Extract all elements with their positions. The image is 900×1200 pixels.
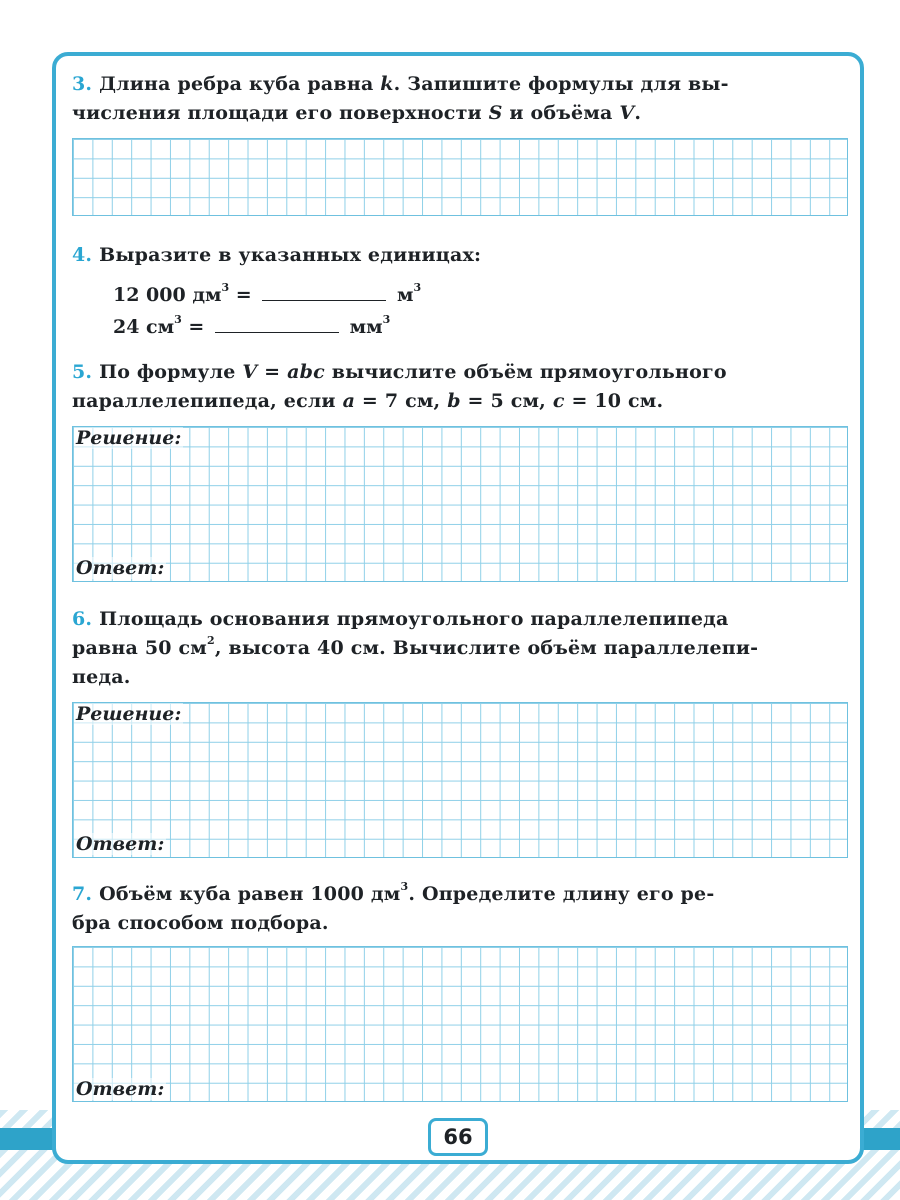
task-7-line1-b: . Определите длину его ре- — [408, 883, 715, 905]
task-6-line2-b: , высота 40 см. Вычислите объём параллелепи- — [214, 637, 759, 659]
task-7-solution-grid[interactable] — [72, 946, 848, 1102]
task-3-answer-grid[interactable] — [72, 138, 848, 216]
task-6-line3: педа. — [72, 666, 131, 688]
task-3-text — [72, 70, 852, 128]
exponent: 3 — [413, 281, 422, 294]
task-7-answer-label: Ответ: — [76, 1078, 165, 1100]
task-4-row1-left: 12 000 дм — [113, 284, 222, 306]
task-6-number: 6. — [72, 608, 93, 630]
task-4-blank-1[interactable] — [262, 284, 386, 301]
task-5-solution-label: Решение: — [76, 427, 182, 449]
task-3-line1-end: . Запишите формулы для вы- — [393, 73, 729, 95]
task-4-row-2 — [113, 313, 390, 341]
task-7-line2: бра способом подбора. — [72, 912, 329, 934]
task-5-number: 5. — [72, 361, 93, 383]
formula-abc: abc — [287, 361, 325, 383]
task-6-solution-grid[interactable] — [72, 702, 848, 858]
task-3-line2: числения площади его поверхности — [72, 102, 482, 124]
task-5-line2: параллелепипеда, если — [72, 390, 336, 412]
exponent: 2 — [206, 634, 215, 647]
task-5-text — [72, 358, 852, 416]
task-6-line1: Площадь основания прямоугольного параллелепипеда — [99, 608, 729, 630]
page-number: 66 — [428, 1118, 488, 1156]
task-4-row2-unit: мм — [349, 316, 383, 338]
task-3-line1: Длина ребра куба равна — [99, 73, 374, 95]
exponent: 3 — [221, 281, 230, 294]
task-4-instruction: Выразите в указанных единицах: — [99, 244, 482, 266]
task-4-row-1 — [113, 281, 421, 309]
formula-V: V — [242, 361, 258, 383]
task-4-blank-2[interactable] — [215, 316, 339, 333]
value-c: = 10 см. — [571, 390, 664, 412]
task-6-text — [72, 605, 852, 692]
task-6-answer-label: Ответ: — [76, 833, 165, 855]
exponent: 3 — [174, 313, 182, 326]
task-3-line2-end: . — [634, 102, 642, 124]
task-3-line2-b: и объёма — [509, 102, 613, 124]
formula-equals: = — [264, 361, 281, 383]
var-S: S — [488, 102, 503, 124]
task-7-number: 7. — [72, 883, 93, 905]
task-7-line1: Объём куба равен 1000 дм — [99, 883, 401, 905]
task-4-row1-unit: м — [396, 284, 414, 306]
task-6-solution-label: Решение: — [76, 703, 182, 725]
task-7-text — [72, 880, 852, 938]
task-5-line1-b: вычислите объём прямоугольного — [331, 361, 727, 383]
var-b: b — [447, 390, 461, 412]
task-5-line1: По формуле — [99, 361, 236, 383]
value-b: = 5 см, — [467, 390, 546, 412]
task-4-number: 4. — [72, 244, 93, 266]
var-a: a — [342, 390, 356, 412]
equals-sign: = — [235, 284, 252, 306]
task-5-answer-label: Ответ: — [76, 557, 165, 579]
task-4-text — [72, 241, 852, 270]
var-k: k — [380, 73, 394, 95]
exponent: 3 — [400, 880, 409, 893]
task-6-line2: равна 50 см — [72, 637, 207, 659]
task-4-row2-left: 24 см — [113, 316, 175, 338]
equals-sign: = — [188, 316, 205, 338]
value-a: = 7 см, — [361, 390, 441, 412]
var-V: V — [619, 102, 635, 124]
task-3-number: 3. — [72, 73, 93, 95]
task-5-solution-grid[interactable] — [72, 426, 848, 582]
exponent: 3 — [382, 313, 391, 326]
var-c: c — [552, 390, 565, 412]
